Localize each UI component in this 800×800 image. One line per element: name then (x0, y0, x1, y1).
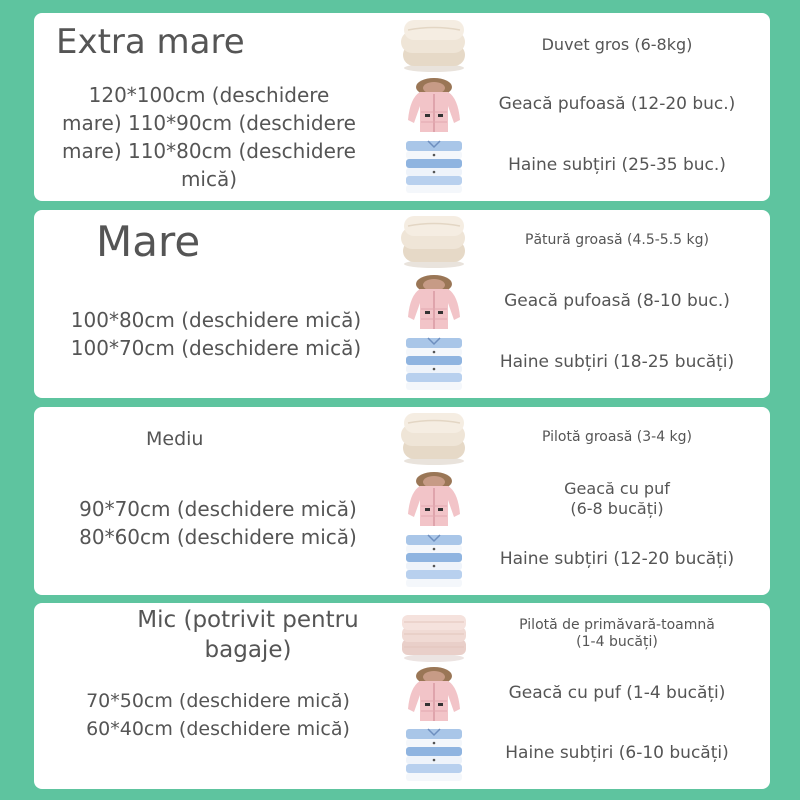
capacity-item (398, 212, 770, 270)
size-title: Extra mare (56, 22, 245, 62)
size-card-large (34, 210, 770, 398)
dimensions-text (34, 495, 402, 551)
thick-blanket-icon (398, 212, 470, 270)
capacity-item (398, 273, 770, 331)
dimension-line: mare) 110*80cm (deschidere (62, 139, 356, 163)
size-title-line: Mic (potrivit pentru (137, 607, 359, 633)
puffer-jacket-icon (398, 76, 470, 134)
size-card-extra-large (34, 13, 770, 201)
capacity-label: Pătură groasă (4.5-5.5 kg) (525, 232, 709, 249)
dimension-line: 60*40cm (deschidere mică) (86, 718, 350, 740)
puffer-jacket-icon (398, 273, 470, 331)
size-card-medium (34, 407, 770, 595)
capacity-item (398, 76, 770, 134)
puffer-jacket-icon (398, 665, 470, 723)
capacity-label: Geacă pufoasă (12-20 buc.) (498, 94, 736, 115)
spring-autumn-quilt-icon (398, 605, 470, 663)
capacity-label-line: Pilotă de primăvară-toamnă (519, 616, 715, 633)
dimensions-text (34, 687, 402, 743)
dimension-line: 90*70cm (deschidere mică) (79, 497, 357, 521)
capacity-label: Duvet gros (6-8kg) (541, 35, 693, 54)
capacity-item (398, 665, 770, 723)
capacity-item (398, 605, 770, 663)
dimension-line: 70*50cm (deschidere mică) (86, 690, 350, 712)
capacity-item (398, 334, 770, 392)
capacity-label: Haine subțiri (6-10 bucăți) (505, 743, 729, 764)
dimension-line: 120*100cm (deschidere (88, 83, 330, 107)
size-title-line: bagaje) (204, 637, 292, 663)
capacity-label: Geacă pufoasă (8-10 buc.) (504, 291, 730, 312)
capacity-item (398, 531, 770, 589)
folded-clothes-icon (398, 334, 470, 392)
dimension-line: 100*70cm (deschidere mică) (70, 336, 362, 360)
size-title: Mare (96, 217, 201, 266)
capacity-item (398, 16, 770, 74)
thick-quilt-icon (398, 409, 470, 467)
folded-clothes-icon (398, 137, 470, 195)
capacity-label: Pilotă groasă (3-4 kg) (541, 429, 693, 446)
size-title: Mediu (146, 428, 204, 450)
capacity-label (474, 605, 760, 663)
capacity-label: Haine subțiri (18-25 bucăți) (499, 352, 735, 373)
folded-clothes-icon (398, 531, 470, 589)
capacity-label: Haine subțiri (25-35 buc.) (508, 155, 726, 176)
thick-duvet-icon (398, 16, 470, 74)
capacity-label: Haine subțiri (12-20 bucăți) (499, 549, 735, 570)
size-card-small (34, 603, 770, 789)
capacity-item (398, 137, 770, 195)
size-title (108, 605, 388, 665)
puffer-jacket-icon (398, 470, 470, 528)
capacity-label (474, 470, 760, 528)
capacity-label: Geacă cu puf (1-4 bucăți) (508, 683, 726, 704)
capacity-item (398, 409, 770, 467)
capacity-label-line: (1-4 bucăți) (576, 634, 658, 650)
dimensions-text (34, 81, 384, 193)
dimensions-text (34, 306, 398, 362)
dimension-line: mică) (180, 167, 238, 191)
capacity-label-line: Geacă cu puf (564, 479, 670, 498)
capacity-item (398, 725, 770, 783)
dimension-line: 80*60cm (deschidere mică) (79, 525, 357, 549)
dimension-line: 100*80cm (deschidere mică) (70, 308, 362, 332)
folded-clothes-icon (398, 725, 470, 783)
dimension-line: mare) 110*90cm (deschidere (62, 111, 356, 135)
capacity-item (398, 470, 770, 528)
capacity-label-line: (6-8 bucăți) (570, 499, 664, 518)
